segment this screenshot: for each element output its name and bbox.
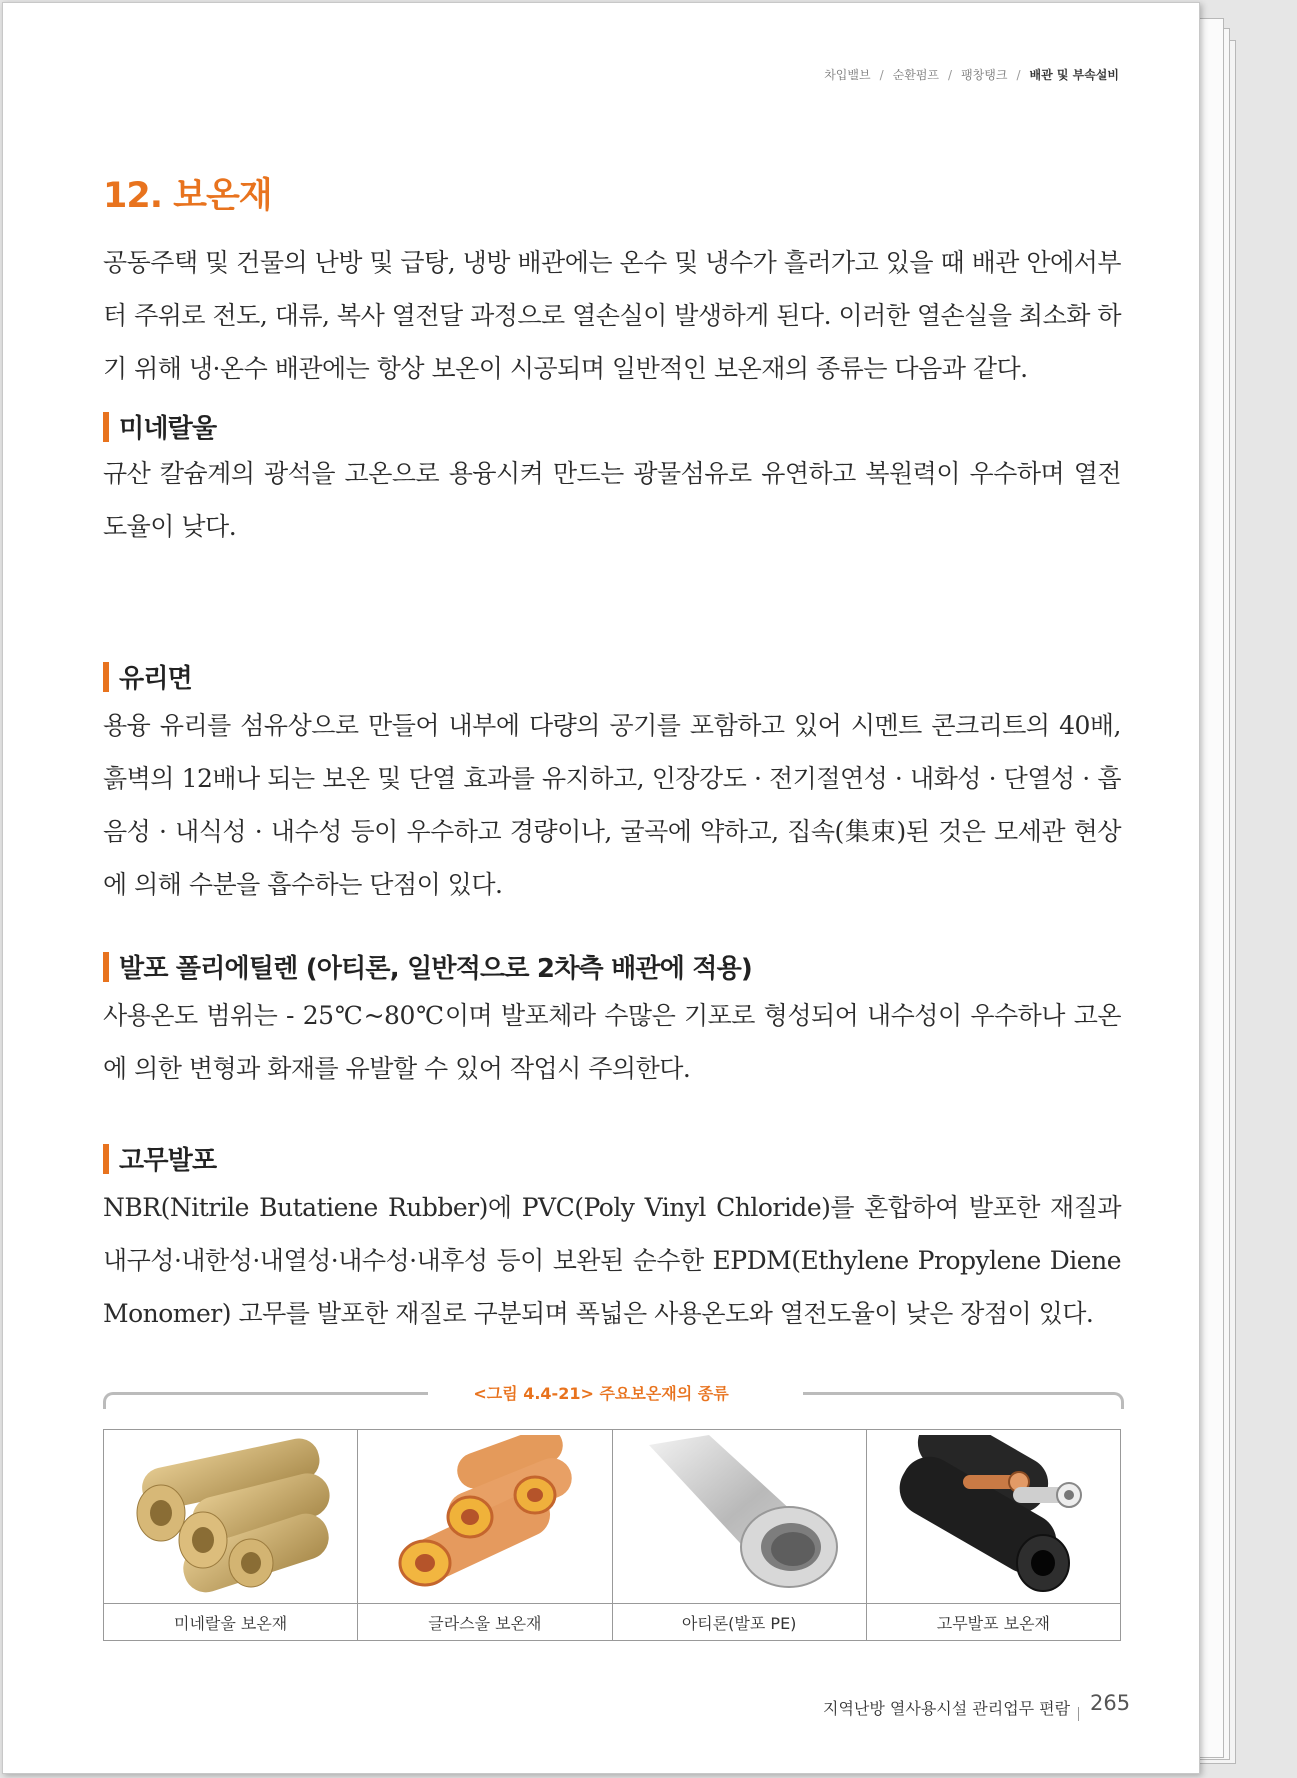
section-body-polyethylene-foam: 사용온도 범위는 - 25℃~80℃이며 발포체라 수많은 기포로 형성되어 내수성이 우수하나 고온에 의한 변형과 화재를 유발할 수 있어 작업시 주의한다. bbox=[103, 1001, 1121, 1083]
section-heading-text: 발포 폴리에틸렌 (아티론, 일반적으로 2차측 배관에 적용) bbox=[119, 954, 752, 984]
mineral-wool-image bbox=[104, 1430, 358, 1604]
page-number: 265 bbox=[1090, 1691, 1131, 1715]
figure-label-mineral-wool: 미네랄울 보온재 bbox=[104, 1604, 358, 1641]
figure-label-rubber-foam: 고무발포 보온재 bbox=[866, 1604, 1120, 1641]
section-body-mineral-wool: 규산 칼슘계의 광석을 고온으로 용융시켜 만드는 광물섬유로 유연하고 복원력이 우수하며 열전도율이 낮다. bbox=[103, 459, 1121, 541]
heading-accent-bar bbox=[103, 952, 109, 982]
section-heading-text: 유리면 bbox=[119, 664, 192, 694]
figure-label-polyethylene-foam: 아티론(발포 PE) bbox=[612, 1604, 866, 1641]
polyethylene-foam-pipe-icon bbox=[639, 1435, 839, 1595]
section-heading-glass-wool bbox=[103, 658, 192, 695]
polyethylene-foam-image bbox=[612, 1430, 866, 1604]
heading-accent-bar bbox=[103, 412, 109, 442]
rubber-foam-pipes-icon bbox=[893, 1435, 1093, 1595]
glass-wool-pipes-icon bbox=[385, 1435, 585, 1595]
breadcrumb-item[interactable]: 차입밸브 bbox=[824, 68, 871, 82]
footer-text: 지역난방 열사용시설 관리업무 편람 bbox=[823, 1699, 1071, 1718]
heading-accent-bar bbox=[103, 1144, 109, 1174]
page-title: 12. 보온재 bbox=[103, 176, 272, 216]
section-heading-text: 미네랄울 bbox=[119, 414, 217, 444]
intro-paragraph: 공동주택 및 건물의 난방 및 급탕, 냉방 배관에는 온수 및 냉수가 흘러가고 있을 때 배관 안에서부터 주위로 전도, 대류, 복사 열전달 과정으로 열손실이 발생하게 된다. 이러한 열손실을 최소화 하기 위해 냉·온수 배관에는 항상 보온이 시공되며 일반적인 보온재의 종류는 다음과 같다. bbox=[103, 248, 1121, 383]
breadcrumb: 차입밸브 / 순환펌프 / 팽창탱크 / 배관 및 부속설비 bbox=[824, 68, 1119, 82]
glass-wool-image bbox=[358, 1430, 612, 1604]
section-body-glass-wool: 용융 유리를 섬유상으로 만들어 내부에 다량의 공기를 포함하고 있어 시멘트 콘크리트의 40배, 흙벽의 12배나 되는 보온 및 단열 효과를 유지하고, 인장강도 · 전기절연성 · 내화성 · 단열성 · 흡음성 · 내식성 · 내수성 등이 우수하고 경량이나, 굴곡에 약하고, 집속(集束)된 것은 모세관 현상에 의해 수분을 흡수하는 단점이 있다. bbox=[103, 711, 1121, 899]
rubber-foam-image bbox=[866, 1430, 1120, 1604]
figure-label-glass-wool: 글라스울 보온재 bbox=[358, 1604, 612, 1641]
section-heading-text: 고무발포 bbox=[119, 1146, 217, 1176]
section-heading-mineral-wool bbox=[103, 408, 216, 445]
section-heading-rubber-foam bbox=[103, 1140, 216, 1177]
breadcrumb-current: 배관 및 부속설비 bbox=[1029, 68, 1119, 82]
mineral-wool-pipes-icon bbox=[131, 1435, 331, 1595]
section-body-rubber-foam: NBR(Nitrile Butatiene Rubber)에 PVC(Poly Vinyl Chloride)를 혼합하여 발포한 재질과 내구성·내한성·내열성·내수성·내후성 등이 보완된 순수한 EPDM(Ethylene Propylene Diene Monomer) 고무를 발포한 재질로 구분되며 폭넓은 사용온도와 열전도율이 낮은 장점이 있다. bbox=[103, 1193, 1121, 1328]
breadcrumb-item[interactable]: 팽창탱크 bbox=[961, 68, 1008, 82]
figure-caption: <그림 4.4-21> 주요보온재의 종류 bbox=[473, 1384, 729, 1403]
footer-divider bbox=[1078, 1707, 1079, 1721]
document-page bbox=[2, 2, 1200, 1774]
section-heading-polyethylene-foam bbox=[103, 948, 752, 985]
breadcrumb-item[interactable]: 순환펌프 bbox=[892, 68, 940, 82]
heading-accent-bar bbox=[103, 662, 109, 692]
insulation-figure-table bbox=[103, 1429, 1121, 1641]
